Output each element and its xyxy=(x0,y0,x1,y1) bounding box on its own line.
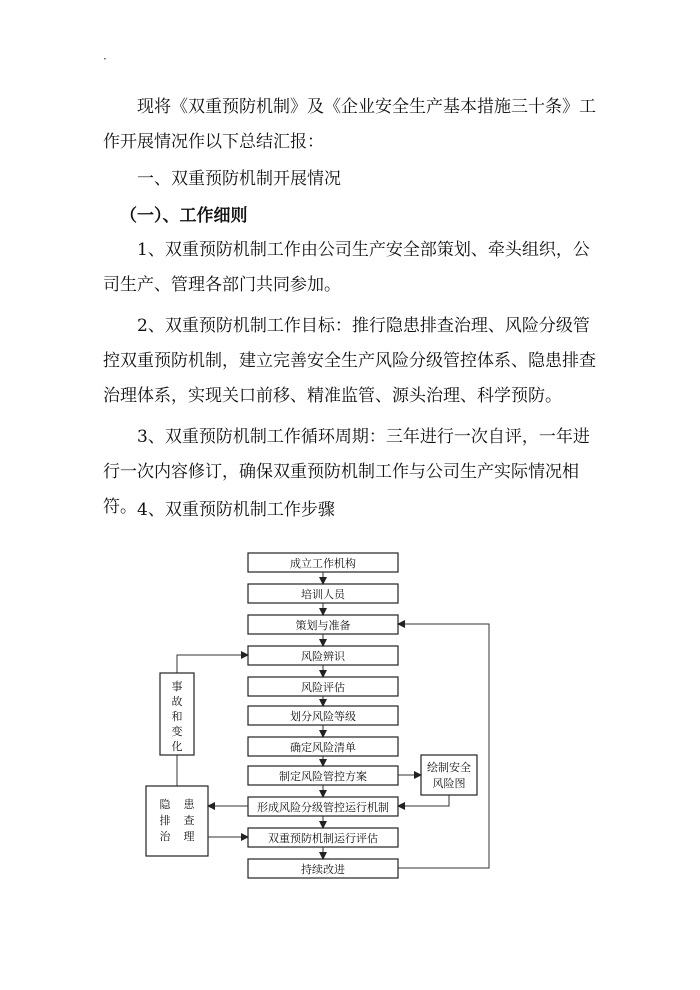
corner-mark: · xyxy=(103,52,107,66)
flow-step-label: 风险辨识 xyxy=(301,650,345,663)
flow-step-label: 双重预防机制运行评估 xyxy=(268,832,378,845)
side-box-text: 故 xyxy=(171,695,183,708)
side-box-accident-change xyxy=(160,673,194,755)
item-3: 3、双重预防机制工作循环周期：三年进行一次自评，一年进行一次内容修订，确保双重预防机制工作与公司生产实际情况相符。 xyxy=(103,427,590,517)
flow-step-label: 确定风险清单 xyxy=(290,741,356,754)
item-4: 4、双重预防机制工作步骤 xyxy=(137,500,335,520)
side-box-text: 风险图 xyxy=(432,777,466,790)
side-box-text: 隐 xyxy=(159,798,171,811)
side-box-text: 排 xyxy=(159,814,171,827)
subsection-heading: （一）、工作细则 xyxy=(120,206,248,226)
flow-step-3 xyxy=(248,615,398,634)
flow-step-1 xyxy=(248,553,398,572)
flow-step-8 xyxy=(248,766,398,785)
flow-step-label: 制定风险管控方案 xyxy=(279,770,367,783)
feedback-loop-arrow xyxy=(398,624,489,868)
flow-step-11 xyxy=(248,859,398,878)
flow-step-9 xyxy=(248,797,398,816)
flow-step-label: 持续改进 xyxy=(301,863,345,876)
flow-step-label: 培训人员 xyxy=(301,588,345,601)
flow-step-5 xyxy=(248,677,398,696)
side-box-text: 事 xyxy=(171,680,183,693)
side-box-hazard-check xyxy=(146,786,208,856)
flow-step-label: 策划与准备 xyxy=(295,619,351,632)
side-box-risk-map xyxy=(421,755,477,795)
side-box-text: 绘制安全 xyxy=(427,761,471,774)
flow-step-label: 风险评估 xyxy=(301,681,345,694)
flow-step-10 xyxy=(248,828,398,847)
flow-arrow xyxy=(177,655,248,673)
item-1: 1、双重预防机制工作由公司生产安全部策划、牵头组织，公司生产、管理各部门共同参加。 xyxy=(103,240,590,295)
side-box-text: 变 xyxy=(171,725,183,738)
flow-step-label: 成立工作机构 xyxy=(290,557,356,570)
side-box-text: 治 xyxy=(159,830,171,843)
side-box-text: 理 xyxy=(183,830,195,843)
side-box-text: 化 xyxy=(171,740,183,753)
flow-step-label: 划分风险等级 xyxy=(290,710,356,723)
side-box-text: 患 xyxy=(183,798,195,811)
flow-step-4 xyxy=(248,646,398,665)
side-box-text: 查 xyxy=(183,814,195,827)
flow-step-2 xyxy=(248,584,398,603)
item-2: 2、双重预防机制工作目标：推行隐患排查治理、风险分级管控双重预防机制，建立完善安全生产风险分级管控体系、隐患排查治理体系，实现关口前移、精准监管、源头治理、科学预防。 xyxy=(103,316,596,406)
flow-step-6 xyxy=(248,706,398,725)
side-box-text: 和 xyxy=(171,710,183,723)
section-heading: 一、双重预防机制开展情况 xyxy=(137,169,341,189)
flow-step-label: 形成风险分级管控运行机制 xyxy=(257,801,389,814)
intro-paragraph: 现将《双重预防机制》及《企业安全生产基本措施三十条》工作开展情况作以下总结汇报： xyxy=(103,97,596,152)
flow-arrow xyxy=(398,795,449,806)
flow-step-7 xyxy=(248,737,398,756)
